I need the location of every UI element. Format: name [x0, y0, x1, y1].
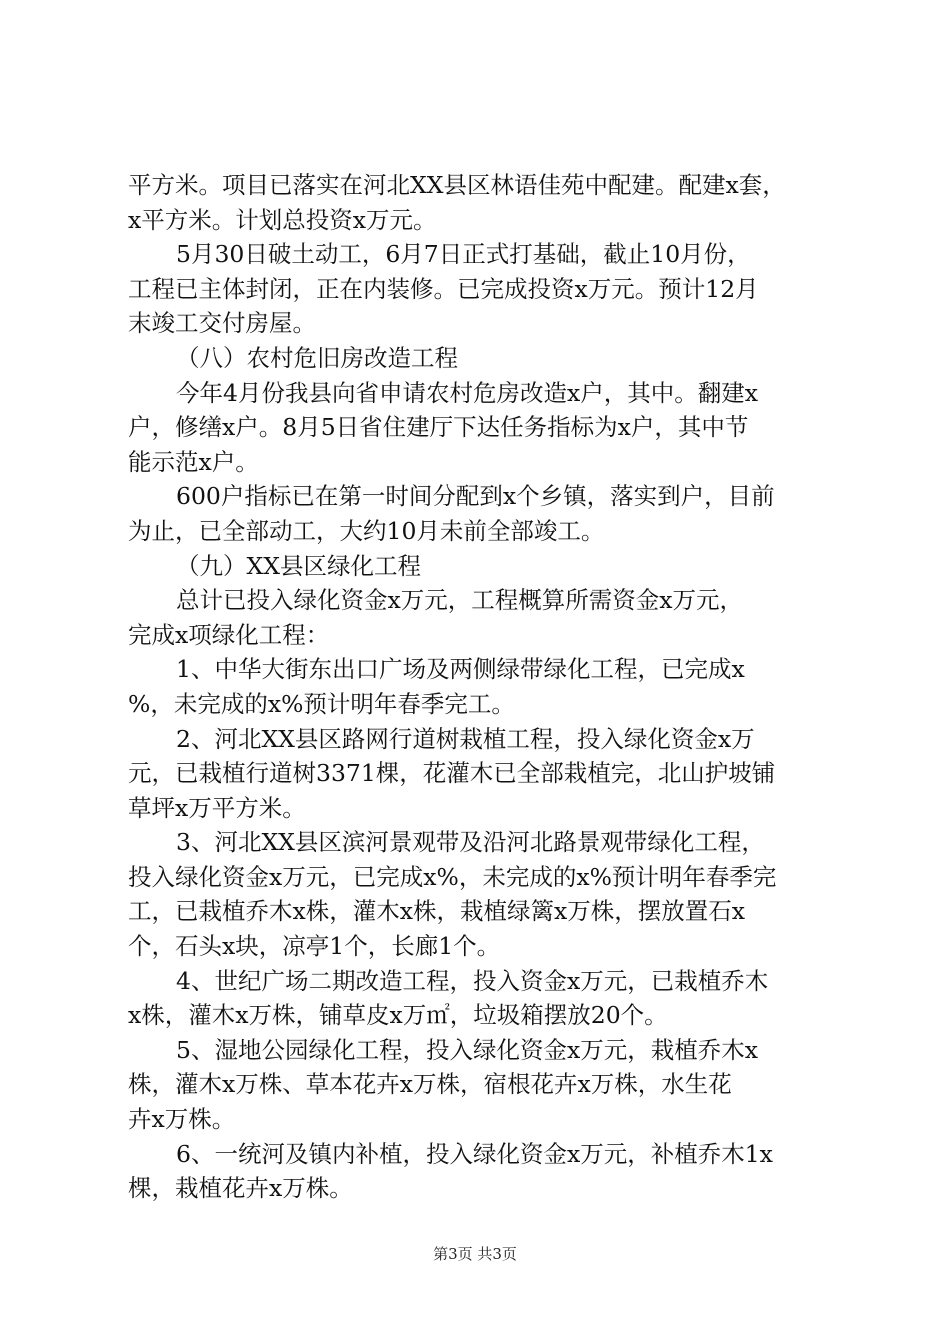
text-line: 2、河北XX县区路网行道树栽植工程，投入绿化资金x万: [176, 724, 755, 753]
text-line: 能示范x户。: [128, 447, 259, 476]
text-line: 个，石头x块，凉亭1个，长廊1个。: [128, 932, 501, 961]
text-line: 草坪x万平方米。: [128, 793, 306, 822]
text-line: （九）XX县区绿化工程: [176, 551, 421, 580]
text-line: x株，灌木x万株，铺草皮x万㎡，垃圾箱摆放20个。: [128, 1001, 668, 1030]
text-line: 6、一统河及镇内补植，投入绿化资金x万元，补植乔木1x: [176, 1139, 773, 1168]
text-line: 株，灌木x万株、草本花卉x万株，宿根花卉x万株，水生花: [128, 1070, 732, 1099]
text-line: 棵，栽植花卉x万株。: [128, 1174, 353, 1203]
document-body: [128, 168, 840, 1206]
text-line: %，未完成的x%预计明年春季完工。: [128, 689, 515, 718]
text-line: 工，已栽植乔木x株，灌木x株，栽植绿篱x万株，摆放置石x: [128, 897, 746, 926]
text-line: 5月30日破土动工，6月7日正式打基础，截止10月份，: [176, 240, 751, 269]
text-line: 5、湿地公园绿化工程，投入绿化资金x万元，栽植乔木x: [176, 1035, 758, 1064]
text-line: 卉x万株。: [128, 1105, 236, 1134]
text-line: 投入绿化资金x万元，已完成x%，未完成的x%预计明年春季完: [128, 862, 777, 891]
text-line: 600户指标已在第一时间分配到x个乡镇，落实到户，目前: [176, 482, 775, 511]
text-line: 平方米。项目已落实在河北XX县区林语佳苑中配建。配建x套，: [128, 171, 786, 199]
text-line: 元，已栽植行道树3371棵，花灌木已全部栽植完，北山护坡铺: [128, 759, 776, 788]
page-footer: 第3页 共3页: [433, 1245, 517, 1263]
text-line: 今年4月份我县向省申请农村危房改造x户，其中。翻建x: [176, 378, 758, 407]
text-line: 4、世纪广场二期改造工程，投入资金x万元，已栽植乔木: [176, 966, 769, 995]
text-line: 户，修缮x户。8月5日省住建厅下达任务指标为x户，其中节: [128, 413, 749, 442]
text-line: 为止，已全部动工，大约10月未前全部竣工。: [128, 516, 605, 545]
text-line: 工程已主体封闭，正在内装修。已完成投资x万元。预计12月: [128, 274, 759, 303]
text-line: 完成x项绿化工程：: [128, 620, 330, 649]
text-line: 总计已投入绿化资金x万元，工程概算所需资金x万元，: [176, 586, 744, 615]
text-line: 末竣工交付房屋。: [128, 309, 316, 338]
text-line: （八）农村危旧房改造工程: [176, 343, 458, 372]
text-line: x平方米。计划总投资x万元。: [128, 205, 437, 234]
text-line: 1、中华大街东出口广场及两侧绿带绿化工程，已完成x: [176, 655, 745, 684]
text-line: 3、河北XX县区滨河景观带及沿河北路景观带绿化工程，: [176, 828, 765, 857]
